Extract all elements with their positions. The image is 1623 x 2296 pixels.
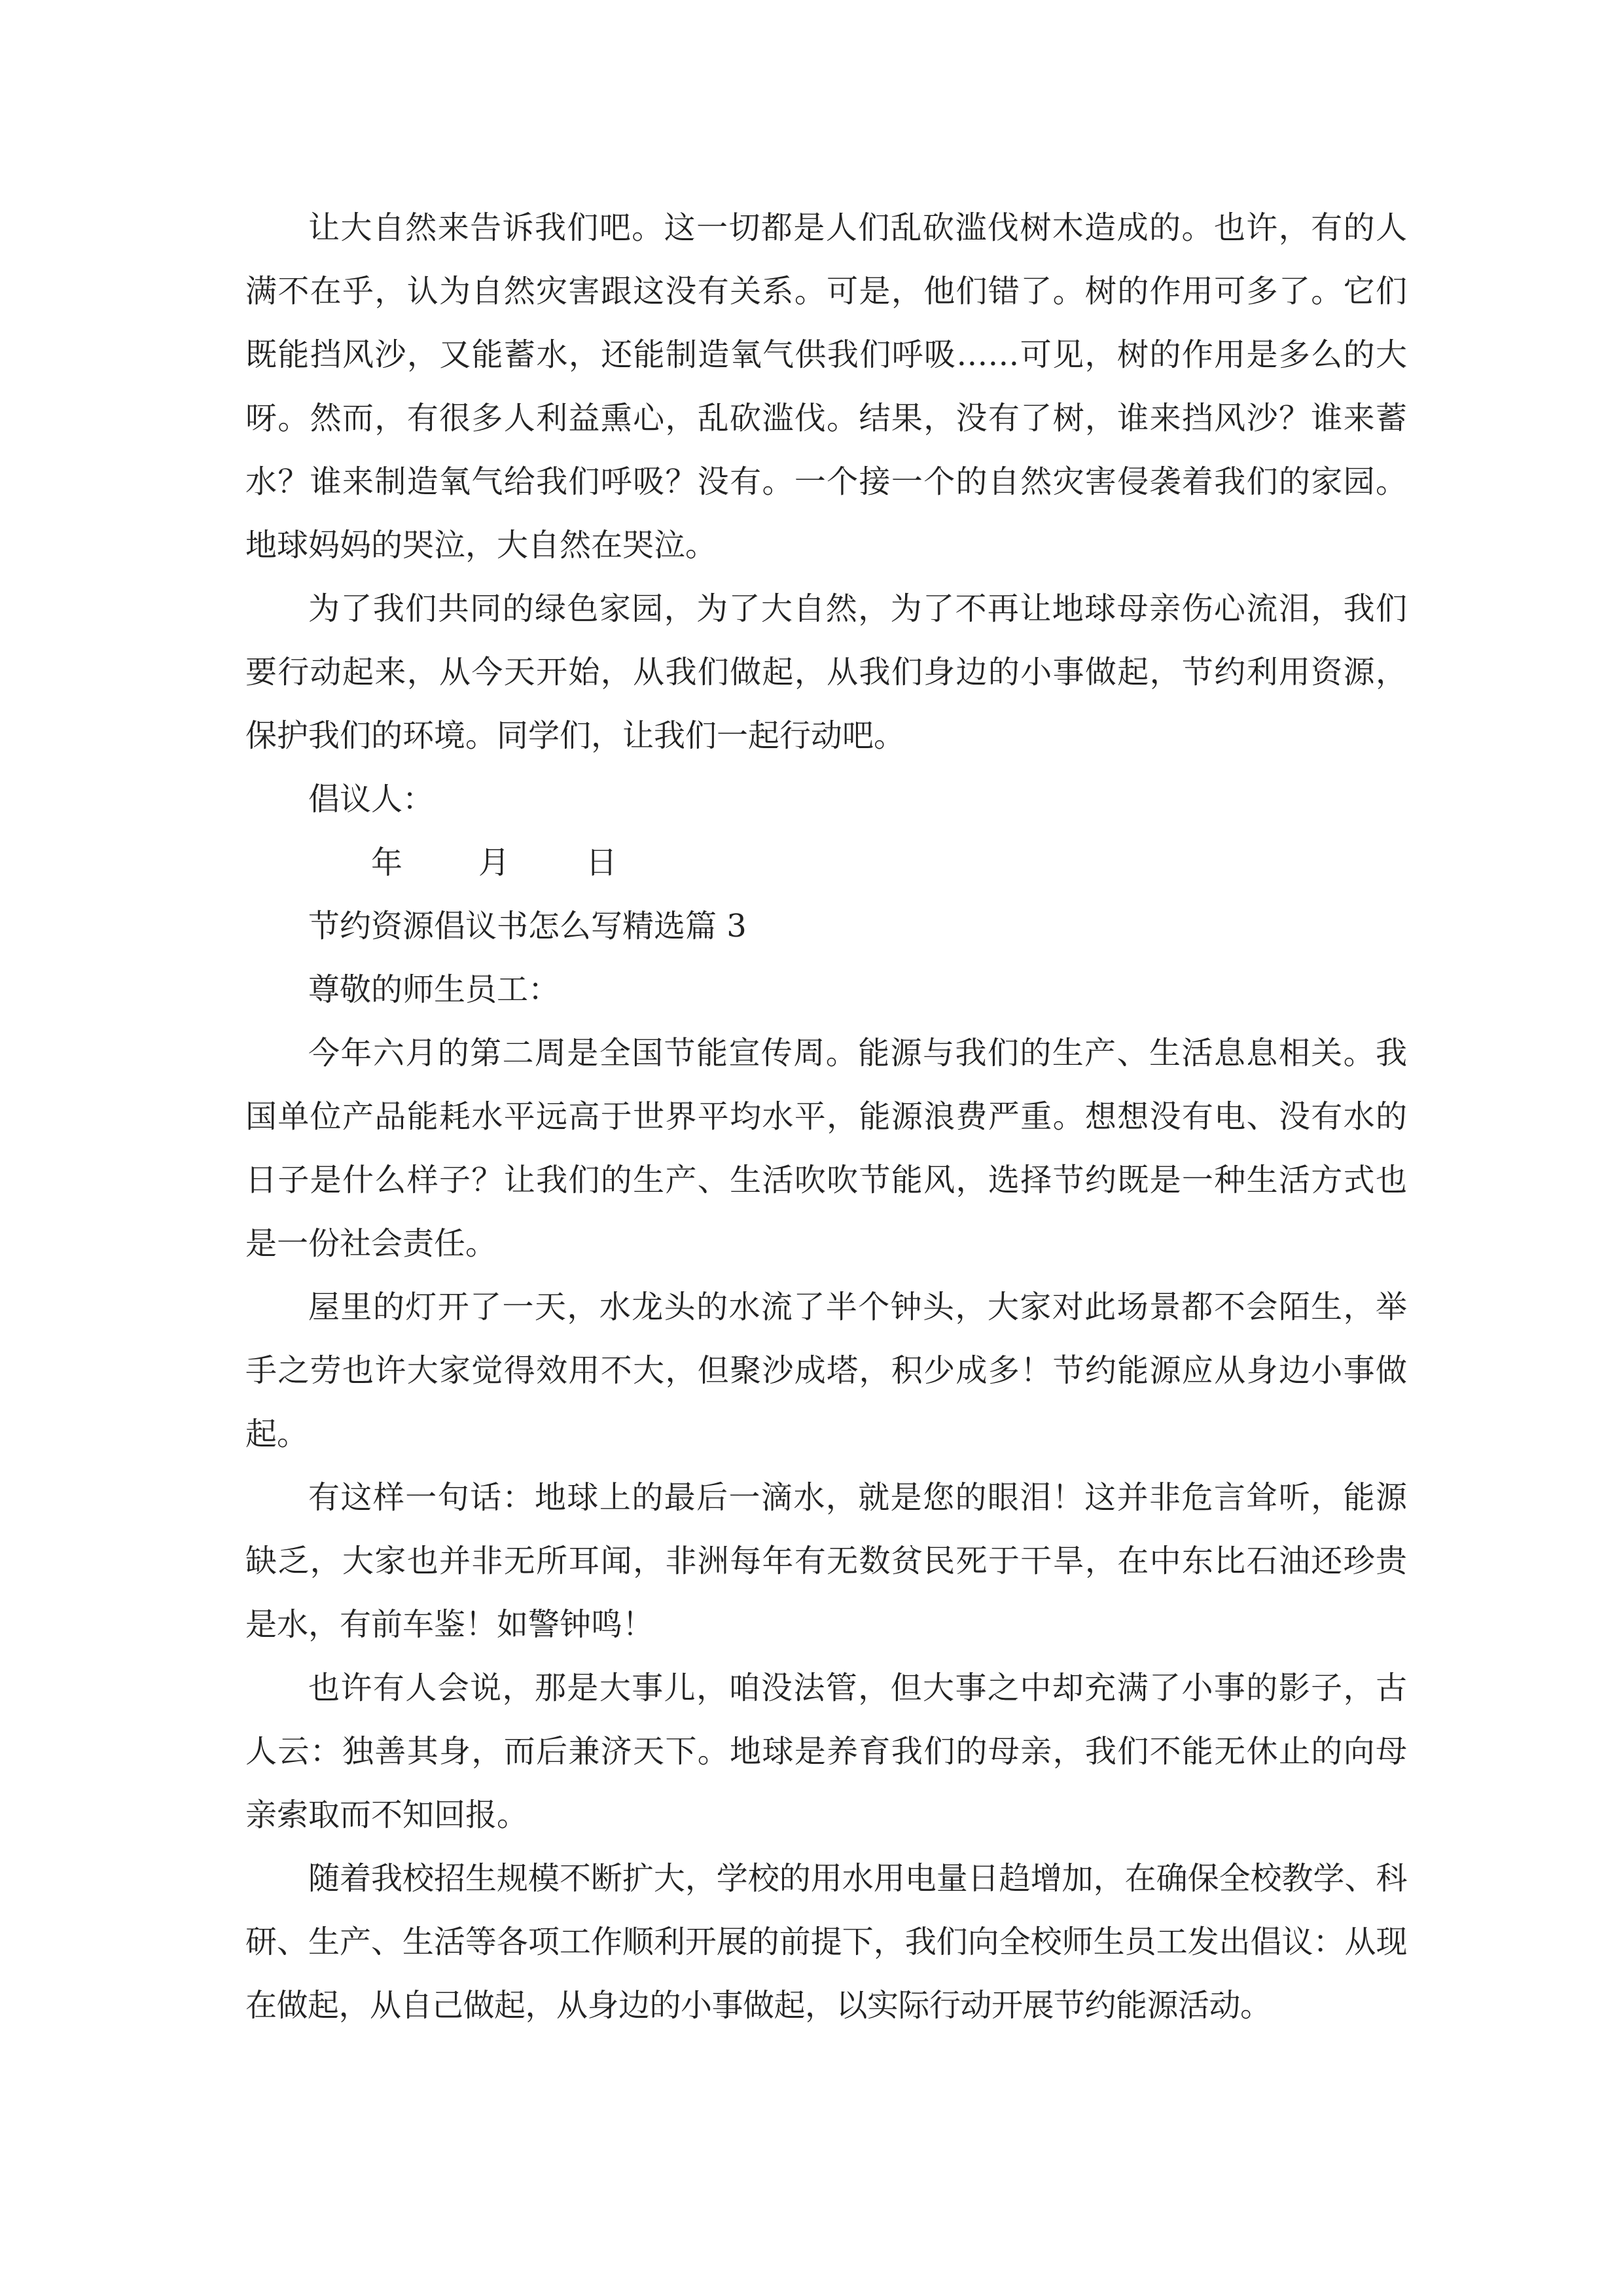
date-day: 日 <box>586 844 618 881</box>
paragraph-nature: 让大自然来告诉我们吧。这一切都是人们乱砍滥伐树木造成的。也许，有的人满不在乎，认为自然灾害跟这没有关系。可是，他们错了。树的作用可多了。它们既能挡风沙，又能蓄水，还能制造氧气供我们呼吸……可见，树的作用是多么的大呀。然而，有很多人利益熏心，乱砍滥伐。结果，没有了树，谁来挡风沙？谁来蓄水？谁来制造氧气给我们呼吸？没有。一个接一个的自然灾害侵袭着我们的家园。地球妈妈的哭泣，大自然在哭泣。 <box>245 209 1407 564</box>
paragraph-energy-week: 今年六月的第二周是全国节能宣传周。能源与我们的生产、生活息息相关。我国单位产品能耗水平远高于世界平均水平，能源浪费严重。想想没有电、没有水的日子是什么样子？让我们的生产、生活吹吹节能风，选择节约既是一种生活方式也是一份社会责任。 <box>245 1035 1407 1262</box>
paragraph-last-drop: 有这样一句话：地球上的最后一滴水，就是您的眼泪！这并非危言耸听，能源缺乏，大家也并非无所耳闻，非洲每年有无数贫民死于干旱，在中东比石油还珍贵是水，有前车鉴！如警钟鸣！ <box>245 1479 1407 1643</box>
section-title: 节约资源倡议书怎么写精选篇 3 <box>308 908 747 944</box>
paragraph-green-home: 为了我们共同的绿色家园，为了大自然，为了不再让地球母亲伤心流泪，我们要行动起来，从今天开始，从我们做起，从我们身边的小事做起，节约利用资源，保护我们的环境。同学们，让我们一起行动吧。 <box>245 590 1407 754</box>
paragraph-school-initiative: 随着我校招生规模不断扩大，学校的用水用电量日趋增加，在确保全校教学、科研、生产、生活等各项工作顺利开展的前提下，我们向全校师生员工发出倡议：从现在做起，从自己做起，从身边的小事做起，以实际行动开展节约能源活动。 <box>245 1860 1407 2024</box>
greeting: 尊敬的师生员工： <box>308 971 560 1008</box>
paragraph-big-small: 也许有人会说，那是大事儿，咱没法管，但大事之中却充满了小事的影子，古人云：独善其身，而后兼济天下。地球是养育我们的母亲，我们不能无休止的向母亲索取而不知回报。 <box>245 1670 1407 1833</box>
initiator-label: 倡议人： <box>308 781 435 817</box>
paragraph-small-things: 屋里的灯开了一天，水龙头的水流了半个钟头，大家对此场景都不会陌生，举手之劳也许大家觉得效用不大，但聚沙成塔，积少成多！节约能源应从身边小事做起。 <box>245 1289 1407 1452</box>
date-month: 月 <box>478 844 510 881</box>
date-line <box>245 831 1407 895</box>
date-year: 年 <box>371 844 403 881</box>
document-body <box>245 196 1407 2037</box>
